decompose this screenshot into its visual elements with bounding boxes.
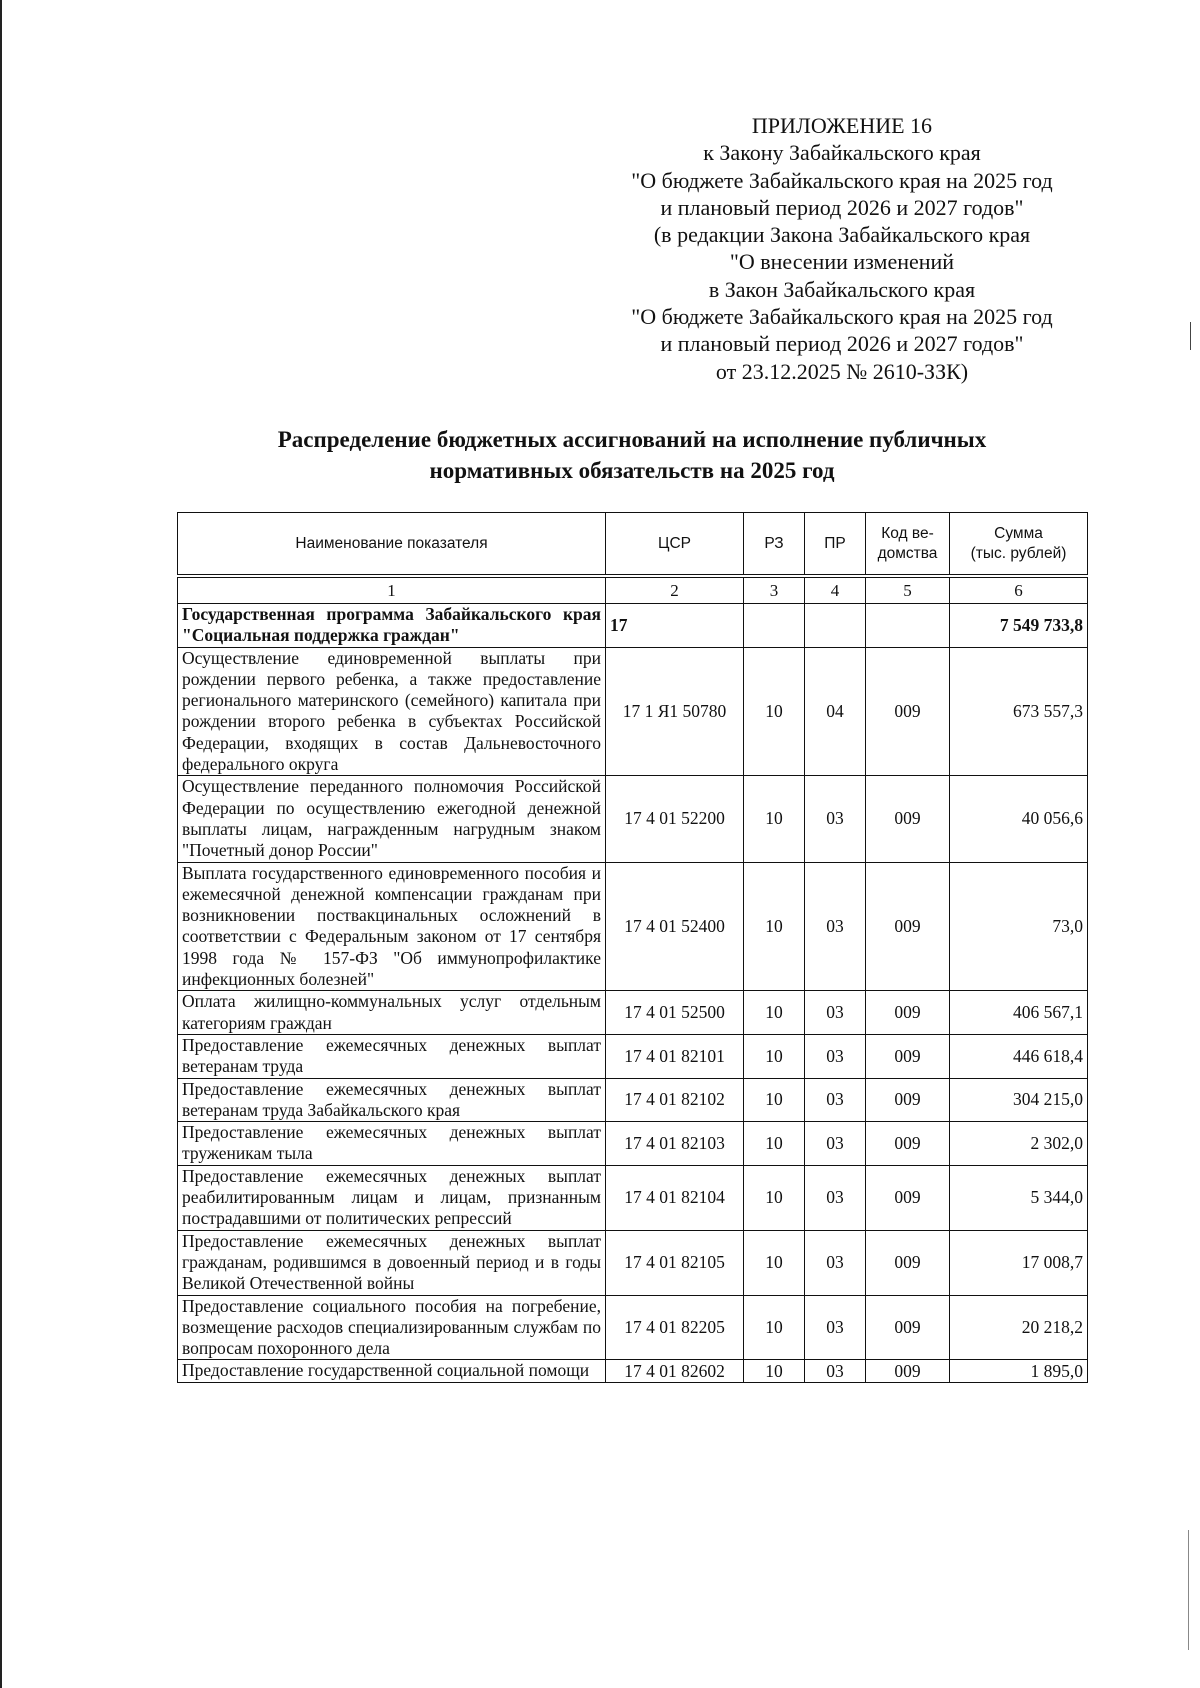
row-rz: 10 bbox=[744, 991, 805, 1035]
header-line: (в редакции Закона Забайкальского края bbox=[653, 222, 1031, 248]
row-pr: 03 bbox=[805, 1034, 866, 1078]
header-line: "О бюджете Забайкальского края на 2025 год bbox=[631, 304, 1053, 330]
row-dept: 009 bbox=[866, 1034, 950, 1078]
header-line: "О внесении изменений bbox=[729, 249, 955, 275]
row-rz: 10 bbox=[744, 1295, 805, 1360]
row-name: Осуществление единовременной выплаты при рождении первого ребенка, а также предоставление регионального материнского (семейного) капитала при рождении второго ребенка в субъектах Российской Федерации, входящих в состав Дальневосточного федерального округа bbox=[178, 647, 606, 776]
row-name: Предоставление ежемесячных денежных выплат ветеранам труда bbox=[178, 1034, 606, 1078]
row-csr: 17 bbox=[606, 604, 744, 648]
col-header-dept-line2: домства bbox=[877, 544, 938, 562]
row-dept: 009 bbox=[866, 776, 950, 862]
row-amount: 5 344,0 bbox=[950, 1165, 1088, 1230]
table-row bbox=[178, 1360, 1088, 1382]
table-row bbox=[178, 1165, 1088, 1230]
col-header-csr: ЦСР bbox=[606, 513, 744, 575]
row-amount: 2 302,0 bbox=[950, 1122, 1088, 1166]
row-rz: 10 bbox=[744, 862, 805, 991]
row-name: Выплата государственного единовременного пособия и ежемесячной денежной компенсации гражданам при возникновении поствакцинальных осложнений в соответствии с Федеральным законом от 17 сентября 1998 года № 157-ФЗ "Об иммунопрофилактике инфекционных болезней" bbox=[178, 862, 606, 991]
row-csr: 17 4 01 82105 bbox=[606, 1230, 744, 1295]
row-amount: 17 008,7 bbox=[950, 1230, 1088, 1295]
row-amount: 406 567,1 bbox=[950, 991, 1088, 1035]
row-name: Предоставление ежемесячных денежных выплат ветеранам труда Забайкальского края bbox=[178, 1078, 606, 1122]
row-rz: 10 bbox=[744, 1230, 805, 1295]
row-csr: 17 4 01 82205 bbox=[606, 1295, 744, 1360]
row-rz bbox=[744, 604, 805, 648]
header-line: и плановый период 2026 и 2027 годов" bbox=[660, 331, 1024, 357]
header-line: от 23.12.2025 № 2610-ЗЗК) bbox=[715, 358, 969, 384]
table-row bbox=[178, 1230, 1088, 1295]
scan-artifact bbox=[1190, 322, 1191, 350]
row-pr: 03 bbox=[805, 1295, 866, 1360]
row-rz: 10 bbox=[744, 1034, 805, 1078]
row-name: Предоставление ежемесячных денежных выплат гражданам, родившимся в довоенный период и в годы Великой Отечественной войны bbox=[178, 1230, 606, 1295]
row-amount: 7 549 733,8 bbox=[950, 604, 1088, 648]
column-number: 4 bbox=[805, 578, 866, 604]
row-dept bbox=[866, 604, 950, 648]
row-pr: 03 bbox=[805, 1122, 866, 1166]
row-pr: 03 bbox=[805, 862, 866, 991]
table-row bbox=[178, 1078, 1088, 1122]
row-dept: 009 bbox=[866, 647, 950, 776]
col-header-sum-line1: Сумма bbox=[994, 524, 1043, 542]
col-header-dept bbox=[866, 513, 950, 575]
row-pr: 03 bbox=[805, 776, 866, 862]
row-rz: 10 bbox=[744, 1078, 805, 1122]
title-line-1: Распределение бюджетных ассигнований на исполнение публичных bbox=[277, 427, 987, 452]
row-dept: 009 bbox=[866, 1122, 950, 1166]
row-csr: 17 4 01 52200 bbox=[606, 776, 744, 862]
header-line: и плановый период 2026 и 2027 годов" bbox=[660, 194, 1024, 220]
row-csr: 17 4 01 82602 bbox=[606, 1360, 744, 1382]
col-header-name: Наименование показателя bbox=[178, 513, 606, 575]
row-pr: 04 bbox=[805, 647, 866, 776]
row-csr: 17 4 01 52500 bbox=[606, 991, 744, 1035]
budget-table bbox=[177, 512, 1088, 1383]
header-line: к Закону Забайкальского края bbox=[703, 140, 981, 166]
row-name: Государственная программа Забайкальского края "Социальная поддержка граждан" bbox=[178, 604, 606, 648]
header-line: ПРИЛОЖЕНИЕ 16 bbox=[751, 113, 933, 138]
row-amount: 446 618,4 bbox=[950, 1034, 1088, 1078]
col-header-dept-line1: Код ве- bbox=[881, 524, 934, 542]
row-dept: 009 bbox=[866, 991, 950, 1035]
scan-artifact bbox=[1188, 1530, 1189, 1650]
document-title bbox=[172, 424, 1092, 486]
row-dept: 009 bbox=[866, 1360, 950, 1382]
row-pr: 03 bbox=[805, 991, 866, 1035]
row-amount: 1 895,0 bbox=[950, 1360, 1088, 1382]
column-number: 3 bbox=[744, 578, 805, 604]
table-row bbox=[178, 776, 1088, 862]
table-header-row bbox=[178, 513, 1088, 575]
column-number-row bbox=[178, 578, 1088, 604]
table-row bbox=[178, 1295, 1088, 1360]
row-csr: 17 4 01 82101 bbox=[606, 1034, 744, 1078]
row-name: Предоставление социального пособия на погребение, возмещение расходов специализированным службам по вопросам похоронного дела bbox=[178, 1295, 606, 1360]
column-number: 2 bbox=[606, 578, 744, 604]
row-name: Предоставление ежемесячных денежных выплат труженикам тыла bbox=[178, 1122, 606, 1166]
row-pr: 03 bbox=[805, 1078, 866, 1122]
col-header-sum bbox=[950, 513, 1088, 575]
row-name: Предоставление ежемесячных денежных выплат реабилитированным лицам и лицам, признанным пострадавшими от политических репрессий bbox=[178, 1165, 606, 1230]
header-line: "О бюджете Забайкальского края на 2025 год bbox=[631, 167, 1053, 193]
row-pr: 03 bbox=[805, 1165, 866, 1230]
row-pr: 03 bbox=[805, 1360, 866, 1382]
appendix-header bbox=[592, 112, 1092, 385]
row-csr: 17 1 Я1 50780 bbox=[606, 647, 744, 776]
row-amount: 304 215,0 bbox=[950, 1078, 1088, 1122]
row-dept: 009 bbox=[866, 1165, 950, 1230]
row-csr: 17 4 01 52400 bbox=[606, 862, 744, 991]
row-csr: 17 4 01 82102 bbox=[606, 1078, 744, 1122]
row-dept: 009 bbox=[866, 1230, 950, 1295]
table-row bbox=[178, 991, 1088, 1035]
table-row bbox=[178, 1034, 1088, 1078]
row-rz: 10 bbox=[744, 647, 805, 776]
row-rz: 10 bbox=[744, 776, 805, 862]
row-dept: 009 bbox=[866, 862, 950, 991]
row-name: Оплата жилищно-коммунальных услуг отдельным категориям граждан bbox=[178, 991, 606, 1035]
col-header-sum-line2: (тыс. рублей) bbox=[970, 544, 1067, 562]
row-rz: 10 bbox=[744, 1360, 805, 1382]
title-line-2: нормативных обязательств на 2025 год bbox=[429, 458, 835, 483]
col-header-pr: ПР bbox=[805, 513, 866, 575]
row-rz: 10 bbox=[744, 1165, 805, 1230]
column-number: 6 bbox=[950, 578, 1088, 604]
row-dept: 009 bbox=[866, 1078, 950, 1122]
row-pr bbox=[805, 604, 866, 648]
row-amount: 40 056,6 bbox=[950, 776, 1088, 862]
row-amount: 673 557,3 bbox=[950, 647, 1088, 776]
row-pr: 03 bbox=[805, 1230, 866, 1295]
column-number: 1 bbox=[178, 578, 606, 604]
row-csr: 17 4 01 82104 bbox=[606, 1165, 744, 1230]
column-number: 5 bbox=[866, 578, 950, 604]
table-row bbox=[178, 1122, 1088, 1166]
table-row bbox=[178, 647, 1088, 776]
row-name: Предоставление государственной социальной помощи bbox=[178, 1360, 606, 1382]
table-row bbox=[178, 604, 1088, 648]
col-header-rz: РЗ bbox=[744, 513, 805, 575]
row-amount: 20 218,2 bbox=[950, 1295, 1088, 1360]
row-csr: 17 4 01 82103 bbox=[606, 1122, 744, 1166]
row-amount: 73,0 bbox=[950, 862, 1088, 991]
header-line: в Закон Забайкальского края bbox=[708, 276, 976, 302]
row-name: Осуществление переданного полномочия Российской Федерации по осуществлению ежегодной денежной выплаты лицам, награжденным нагрудным знаком "Почетный донор России" bbox=[178, 776, 606, 862]
row-dept: 009 bbox=[866, 1295, 950, 1360]
table-row bbox=[178, 862, 1088, 991]
row-rz: 10 bbox=[744, 1122, 805, 1166]
